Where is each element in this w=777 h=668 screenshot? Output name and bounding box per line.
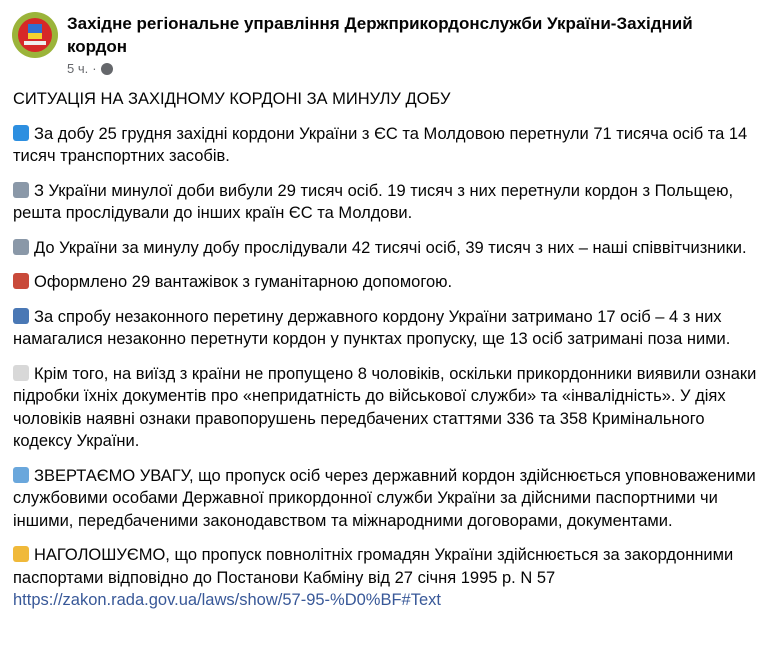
post-paragraph xyxy=(13,123,763,168)
paragraph-text: За добу 25 грудня західні кордони України з ЄС та Молдовою перетнули 71 тисяча осіб та 14 тисяч транспортних засобів. xyxy=(13,124,748,165)
post-paragraph xyxy=(13,180,763,225)
police-officer-icon xyxy=(13,308,29,324)
page-avatar[interactable] xyxy=(12,12,58,58)
author-name[interactable]: Західне регіональне управління Держприкордонслужби України-Західний кордон xyxy=(67,14,693,56)
pointing-up-icon xyxy=(13,546,29,562)
post-paragraph xyxy=(13,544,763,589)
post-body xyxy=(0,88,777,612)
truck-icon xyxy=(13,273,29,289)
id-card-icon xyxy=(13,467,29,483)
post-paragraph xyxy=(13,363,763,453)
post-paragraph xyxy=(13,306,763,351)
paragraph-text: За спробу незаконного перетину державного кордону України затримано 17 осіб – 4 з них намагалися незаконно перетнути кордон у пунктах пропуску, ще 13 осіб затримані поза ними. xyxy=(13,307,731,348)
info-icon xyxy=(13,125,29,141)
post-paragraph xyxy=(13,271,763,294)
document-icon xyxy=(13,365,29,381)
post-heading: СИТУАЦІЯ НА ЗАХІДНОМУ КОРДОНІ ЗА МИНУЛУ ДОБУ xyxy=(13,90,451,108)
post-header xyxy=(0,0,777,88)
paragraph-text: З України минулої доби вибули 29 тисяч осіб. 19 тисяч з них перетнули кордон з Польщею, решта прослідували до інших країн ЄС та Молдови. xyxy=(13,181,734,222)
post-paragraph xyxy=(13,465,763,533)
post-paragraph xyxy=(13,237,763,260)
right-arrow-icon xyxy=(13,239,29,255)
post-time[interactable]: 5 ч. xyxy=(67,61,89,76)
paragraph-text: До України за минулу добу прослідували 42 тисячі осіб, 39 тисяч з них – наші співвітчизники. xyxy=(34,238,747,257)
paragraph-text: НАГОЛОШУЄМО, що пропуск повнолітніх громадян України здійснюється за закордонними паспортами відповідно до Постанови Кабміну від 27 січня 1995 р. N 57 xyxy=(13,546,734,587)
post-meta xyxy=(67,61,113,76)
paragraph-text: ЗВЕРТАЄМО УВАГУ, що пропуск осіб через державний кордон здійснюється уповноваженими службовими особами Державної прикордонної служби України за дійсними паспортними чи іншими, передбаченими законодавством та міжнародними договорами, документами. xyxy=(13,466,756,530)
law-link[interactable]: https://zakon.rada.gov.ua/laws/show/57-95-%D0%BF#Text xyxy=(13,591,441,609)
globe-icon[interactable] xyxy=(101,63,113,75)
separator: · xyxy=(92,61,97,76)
paragraph-text: Крім того, на виїзд з країни не пропущено 8 чоловіків, оскільки прикордонники виявили ознаки підробки їхніх документів про «непридатність до військової служби» та «інвалідність». У діях чоловіків наявні ознаки правопорушень передбачених статтями 336 та 358 Кримінального кодексу України. xyxy=(13,364,757,450)
paragraph-text: Оформлено 29 вантажівок з гуманітарною допомогою. xyxy=(34,273,453,291)
left-arrow-icon xyxy=(13,182,29,198)
